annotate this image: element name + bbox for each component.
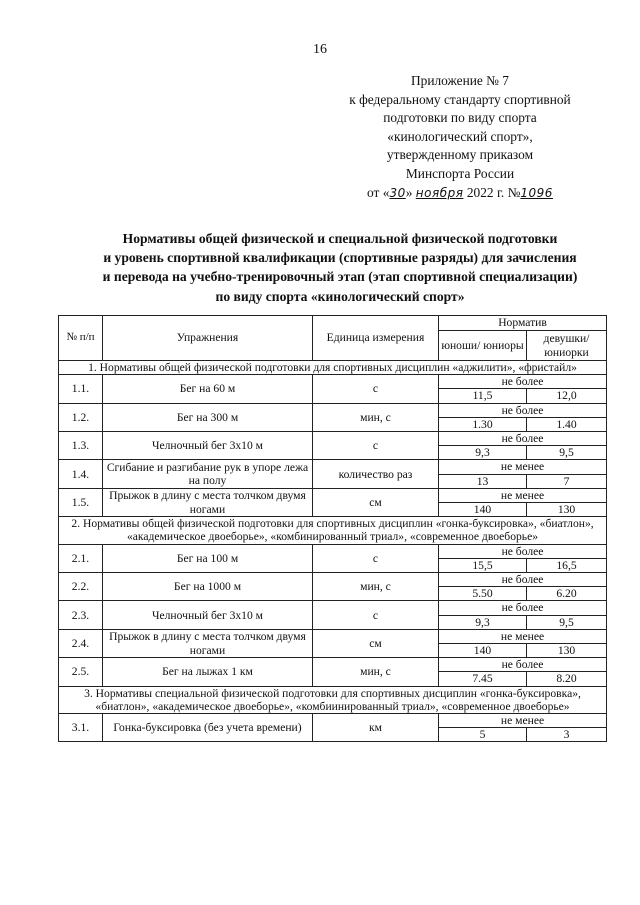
row-condition: не более — [439, 375, 607, 389]
row-condition: не более — [439, 658, 607, 672]
value-boys: 5 — [439, 728, 527, 742]
value-girls: 7 — [527, 474, 607, 488]
title-line: и перевода на учебно-тренировочный этап (этап спортивной специализации) — [102, 269, 578, 285]
value-girls: 1.40 — [527, 417, 607, 431]
title-line: Нормативы общей физической и специальной физической подготовки — [122, 231, 558, 246]
row-number: 1.1. — [59, 375, 103, 403]
table-row — [59, 601, 607, 615]
section-title: 2. Нормативы общей физической подготовки для спортивных дисциплин «гонка-буксировка», «биатлон», «академическое двоеборье», «комбинированный триал», «современное двоеборье» — [59, 517, 607, 544]
row-number: 1.5. — [59, 488, 103, 516]
row-exercise: Бег на лыжах 1 км — [103, 658, 313, 686]
table-row — [59, 544, 607, 558]
value-girls: 8.20 — [527, 672, 607, 686]
row-unit: км — [313, 714, 439, 742]
row-number: 3.1. — [59, 714, 103, 742]
value-boys: 140 — [439, 644, 527, 658]
value-boys: 15,5 — [439, 558, 527, 572]
row-condition: не более — [439, 544, 607, 558]
row-number: 2.1. — [59, 544, 103, 572]
row-exercise: Бег на 100 м — [103, 544, 313, 572]
row-condition: не более — [439, 573, 607, 587]
row-condition: не более — [439, 403, 607, 417]
appendix-line: «кинологический спорт», — [387, 128, 533, 144]
header-unit: Единица измерения — [313, 316, 439, 361]
order-date — [300, 184, 620, 203]
section-row — [59, 517, 607, 544]
section-row — [59, 686, 607, 713]
title-line: и уровень спортивной квалификации (спортивные разряды) для зачисления — [103, 250, 577, 266]
row-unit: количество раз — [313, 460, 439, 488]
row-exercise: Челночный бег 3х10 м — [103, 432, 313, 460]
table-row — [59, 573, 607, 587]
row-condition: не менее — [439, 460, 607, 474]
table-row — [59, 432, 607, 446]
section-title: 3. Нормативы специальной физической подготовки для спортивных дисциплин «гонка-буксировка», «биатлон», «академическое двоеборье», «комбиинированный триал», «современное двоеборье» — [59, 686, 607, 713]
appendix-line: к федеральному стандарту спортивной — [349, 91, 571, 107]
appendix-block — [300, 72, 620, 202]
norms-table — [58, 315, 607, 742]
value-girls: 6.20 — [527, 587, 607, 601]
appendix-line: Приложение № 7 — [410, 73, 510, 88]
value-boys: 9,3 — [439, 446, 527, 460]
row-unit: с — [313, 432, 439, 460]
appendix-line: подготовки по виду спорта — [383, 110, 537, 126]
order-number-handwritten: 1096 — [520, 185, 553, 200]
row-exercise: Прыжок в длину с места толчком двумя ногами — [103, 488, 313, 516]
row-condition: не менее — [439, 488, 607, 502]
header-girls: девушки/ юниорки — [527, 331, 607, 361]
row-exercise: Бег на 300 м — [103, 403, 313, 431]
value-boys: 13 — [439, 474, 527, 488]
value-boys: 11,5 — [439, 389, 527, 403]
row-number: 2.3. — [59, 601, 103, 629]
row-exercise: Бег на 1000 м — [103, 573, 313, 601]
header-norm: Норматив — [439, 316, 607, 331]
date-mid: » — [405, 184, 413, 200]
row-condition: не более — [439, 432, 607, 446]
value-girls: 12,0 — [527, 389, 607, 403]
row-number: 2.5. — [59, 658, 103, 686]
row-exercise: Бег на 60 м — [103, 375, 313, 403]
row-unit: с — [313, 375, 439, 403]
value-boys: 9,3 — [439, 615, 527, 629]
value-boys: 7.45 — [439, 672, 527, 686]
row-unit: см — [313, 629, 439, 657]
value-girls: 130 — [527, 644, 607, 658]
row-condition: не менее — [439, 629, 607, 643]
table-row — [59, 488, 607, 502]
header-exercise: Упражнения — [103, 316, 313, 361]
value-girls: 9,5 — [527, 615, 607, 629]
table-row — [59, 403, 607, 417]
table-row — [59, 658, 607, 672]
date-year: 2022 г. № — [466, 184, 521, 200]
section-row — [59, 361, 607, 375]
row-unit: с — [313, 601, 439, 629]
table-row — [59, 714, 607, 728]
norms-table-body — [59, 361, 607, 742]
value-boys: 140 — [439, 503, 527, 517]
value-boys: 5.50 — [439, 587, 527, 601]
row-exercise: Сгибание и разгибание рук в упоре лежа на полу — [103, 460, 313, 488]
appendix-line: утвержденному приказом — [386, 147, 534, 163]
date-day-handwritten: 30 — [389, 185, 406, 200]
value-girls: 9,5 — [527, 446, 607, 460]
row-number: 2.4. — [59, 629, 103, 657]
header-boys: юноши/ юниоры — [439, 331, 527, 361]
value-girls: 3 — [527, 728, 607, 742]
document-title — [62, 229, 618, 306]
row-exercise: Гонка-буксировка (без учета времени) — [103, 714, 313, 742]
row-number: 2.2. — [59, 573, 103, 601]
row-unit: мин, с — [313, 403, 439, 431]
section-title: 1. Нормативы общей физической подготовки для спортивных дисциплин «аджилити», «фристайл» — [59, 361, 607, 375]
table-row — [59, 375, 607, 389]
value-girls: 16,5 — [527, 558, 607, 572]
row-number: 1.2. — [59, 403, 103, 431]
page-number: 16 — [313, 42, 327, 57]
row-number: 1.3. — [59, 432, 103, 460]
value-boys: 1.30 — [439, 417, 527, 431]
table-row — [59, 629, 607, 643]
row-unit: см — [313, 488, 439, 516]
header-num: № п/п — [59, 316, 103, 361]
row-unit: с — [313, 544, 439, 572]
appendix-line: Минспорта России — [405, 165, 515, 181]
row-condition: не более — [439, 601, 607, 615]
row-exercise: Челночный бег 3х10 м — [103, 601, 313, 629]
date-month-handwritten: ноября — [415, 185, 464, 200]
row-unit: мин, с — [313, 573, 439, 601]
row-unit: мин, с — [313, 658, 439, 686]
value-girls: 130 — [527, 503, 607, 517]
title-line: по виду спорта «кинологический спорт» — [215, 288, 465, 304]
date-prefix: от « — [367, 184, 390, 200]
row-exercise: Прыжок в длину с места толчком двумя ногами — [103, 629, 313, 657]
row-condition: не менее — [439, 714, 607, 728]
row-number: 1.4. — [59, 460, 103, 488]
table-row — [59, 460, 607, 474]
